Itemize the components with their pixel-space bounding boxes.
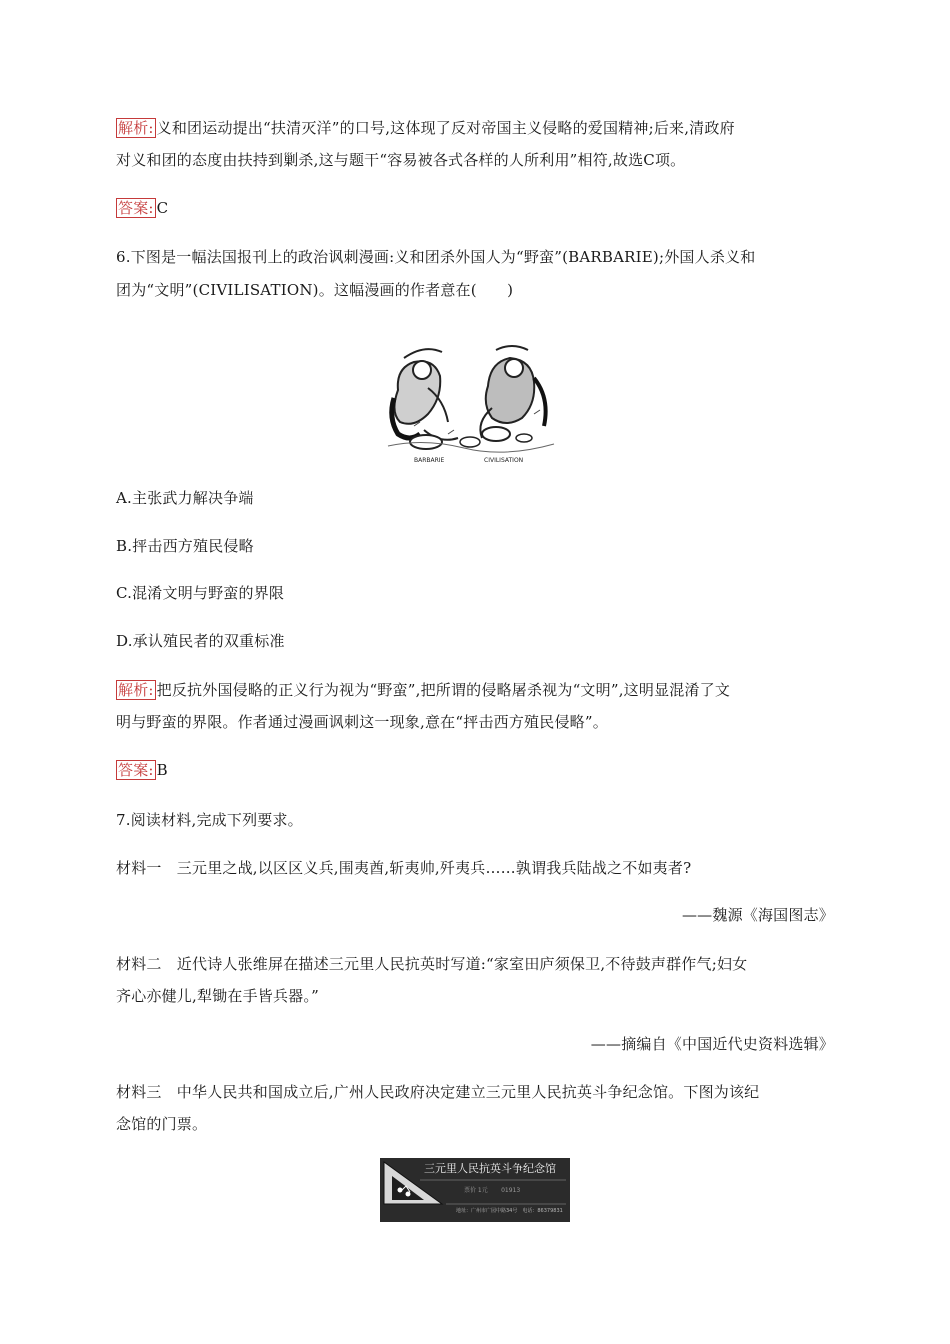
q7-material-3-line1: 材料三 中华人民共和国成立后,广州人民政府决定建立三元里人民抗英斗争纪念馆。下图为该纪 — [116, 1083, 760, 1101]
q6-option-a: A.主张武力解决争端 — [116, 489, 254, 507]
analysis-text: 把反抗外国侵略的正义行为视为“野蛮”,把所谓的侵略屠杀视为“文明”,这明显混淆了文 — [156, 681, 731, 699]
q6-analysis-line1 — [116, 680, 834, 700]
q7-material-3-line2: 念馆的门票。 — [116, 1115, 208, 1133]
answer-value: B — [156, 761, 168, 779]
cartoon-drawing — [384, 338, 560, 466]
q7-material-2-line1: 材料二 近代诗人张维屏在描述三元里人民抗英时写道:“家室田庐须保卫,不待鼓声群作气;妇女 — [116, 955, 748, 973]
analysis-text: 义和团运动提出“扶清灭洋”的口号,这体现了反对帝国主义侵略的爱国精神;后来,清政府 — [156, 119, 735, 137]
memorial-ticket-image — [380, 1158, 570, 1222]
answer-value: C — [156, 199, 169, 217]
analysis-tag: 解析: — [118, 119, 154, 137]
q6-stem-line2: 团为“文明”(CIVILISATION)。这幅漫画的作者意在( ) — [116, 281, 514, 299]
q6-option-b: B.抨击西方殖民侵略 — [116, 537, 254, 555]
cartoon-caption-barbarie: BARBARIE — [414, 457, 445, 464]
q7-material-2-line2: 齐心亦健儿,犁锄在手皆兵器。” — [116, 987, 319, 1005]
answer-tag: 答案: — [118, 761, 154, 779]
q6-option-d: D.承认殖民者的双重标准 — [116, 632, 285, 650]
q7-material-1: 材料一 三元里之战,以区区义兵,围夷酋,斩夷帅,歼夷兵……孰谓我兵陆战之不如夷者? — [116, 859, 692, 877]
q7-stem: 7.阅读材料,完成下列要求。 — [116, 811, 303, 829]
q5-analysis-line2: 对义和团的态度由扶持到剿杀,这与题干“容易被各式各样的人所利用”相符,故选C项。 — [116, 151, 686, 169]
q6-answer — [116, 760, 834, 780]
ticket-title: 三元里人民抗英斗争纪念馆 — [424, 1162, 556, 1175]
ticket-price-row — [464, 1187, 520, 1195]
q5-answer — [116, 198, 834, 218]
q6-option-c: C.混淆文明与野蛮的界限 — [116, 584, 285, 602]
ticket-serial: 01913 — [501, 1187, 521, 1194]
political-cartoon-image — [384, 338, 560, 466]
ticket-address: 地址：广州市广园中路34号 电话：86379831 — [456, 1208, 563, 1214]
analysis-tag: 解析: — [118, 681, 154, 699]
q7-material-2-source: ——摘编自《中国近代史资料选辑》 — [590, 1035, 834, 1053]
q7-material-1-source: ——魏源《海国图志》 — [681, 906, 834, 924]
answer-tag: 答案: — [118, 199, 154, 217]
cartoon-caption-civilisation: CIVILISATION — [484, 457, 524, 464]
ticket-price: 票价 1元 — [464, 1187, 488, 1194]
q6-stem-line1: 6.下图是一幅法国报刊上的政治讽刺漫画:义和团杀外国人为“野蛮”(BARBARIE);外国人杀义和 — [116, 248, 756, 266]
q5-analysis-line1 — [116, 118, 834, 138]
q6-analysis-line2: 明与野蛮的界限。作者通过漫画讽刺这一现象,意在“抨击西方殖民侵略”。 — [116, 713, 608, 731]
